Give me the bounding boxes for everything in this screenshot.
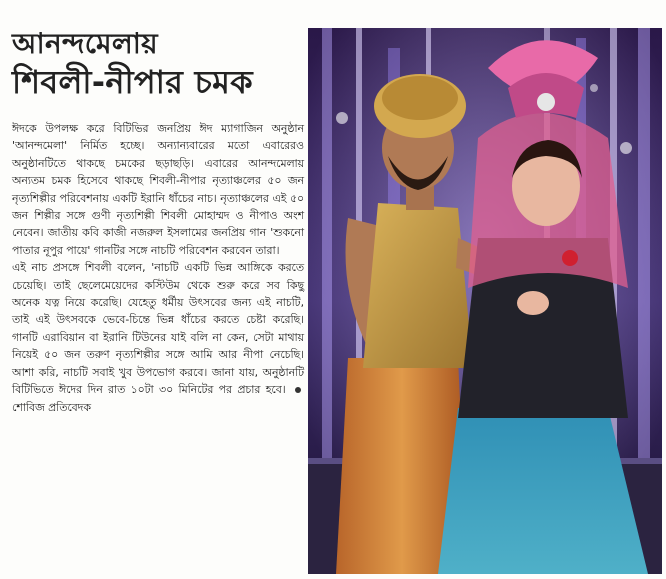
photo-illustration [308, 28, 662, 574]
article-paragraph-2 [12, 259, 304, 416]
headline-line-2: শিবলী-নীপার চমক [12, 63, 253, 102]
headline-line-1: আনন্দমেলায় [12, 27, 158, 60]
byline-bullet-icon [295, 387, 301, 393]
article-paragraph-1: ঈদকে উপলক্ষ করে বিটিভির জনপ্রিয় ঈদ ম্যাগাজিন অনুষ্ঠান 'আনন্দমেলা' নির্মিত হচ্ছে। অন্যান্যবারের মতো এবারেরও অনুষ্ঠানটিতে থাকছে চমকের ছড়াছড়ি। এবারের আনন্দমেলায় অন্যতম চমক হিসেবে থাকছে শিবলী-নীপার নৃত্যাঞ্চলের ৫০ জন নৃত্যশিল্পীর পরিবেশনায় একটি ইরানি ধাঁচের নাচ। নৃত্যাঞ্চলের এই ৫০ জন শিল্পীর সঙ্গে গুণী নৃত্যশিল্পী শিবলী মোহাম্মদ ও নীপাও অংশ নেবেন। জাতীয় কবি কাজী নজরুল ইসলামের জনপ্রিয় গান 'শুকনো পাতার নূপুর পায়ে' গানটির সঙ্গে নাচটি পরিবেশন করবেন তারা। [12, 122, 304, 257]
article-paragraph-2-text: এই নাচ প্রসঙ্গে শিবলী বলেন, 'নাচটি একটি ভিন্ন আঙ্গিকে করতে চেয়েছি। তাই ছেলেমেয়েদের কস্টিউম থেকে শুরু করে সব কিছু অনেক যত্ন নিয়ে করেছি। যেহেতু ধর্মীয় উৎসবের জন্য এই নাচটি, তাই এই উৎসবকে ভেবে-চিন্তে ভিন্ন ধাঁচের করতে চেষ্টা করেছি। গানটি এরাবিয়ান বা ইরানি টিউনের যাই বলি না কেন, সেটা মাথায় নিয়েই ৫০ জন তরুণ নৃত্যশিল্পীর সঙ্গে আমি আর নীপা নেচেছি। আশা করি, নাচটি সবাই খুব উপভোগ করবে। জানা যায়, অনুষ্ঠানটি বিটিভিতে ঈদের দিন রাত ১০টা ৩০ মিনিটের পর প্রচার হবে। [12, 261, 304, 397]
dancers-photo [308, 28, 662, 574]
headline [12, 28, 302, 101]
article-body [12, 120, 304, 416]
byline: শোবিজ প্রতিবেদক [12, 400, 91, 414]
